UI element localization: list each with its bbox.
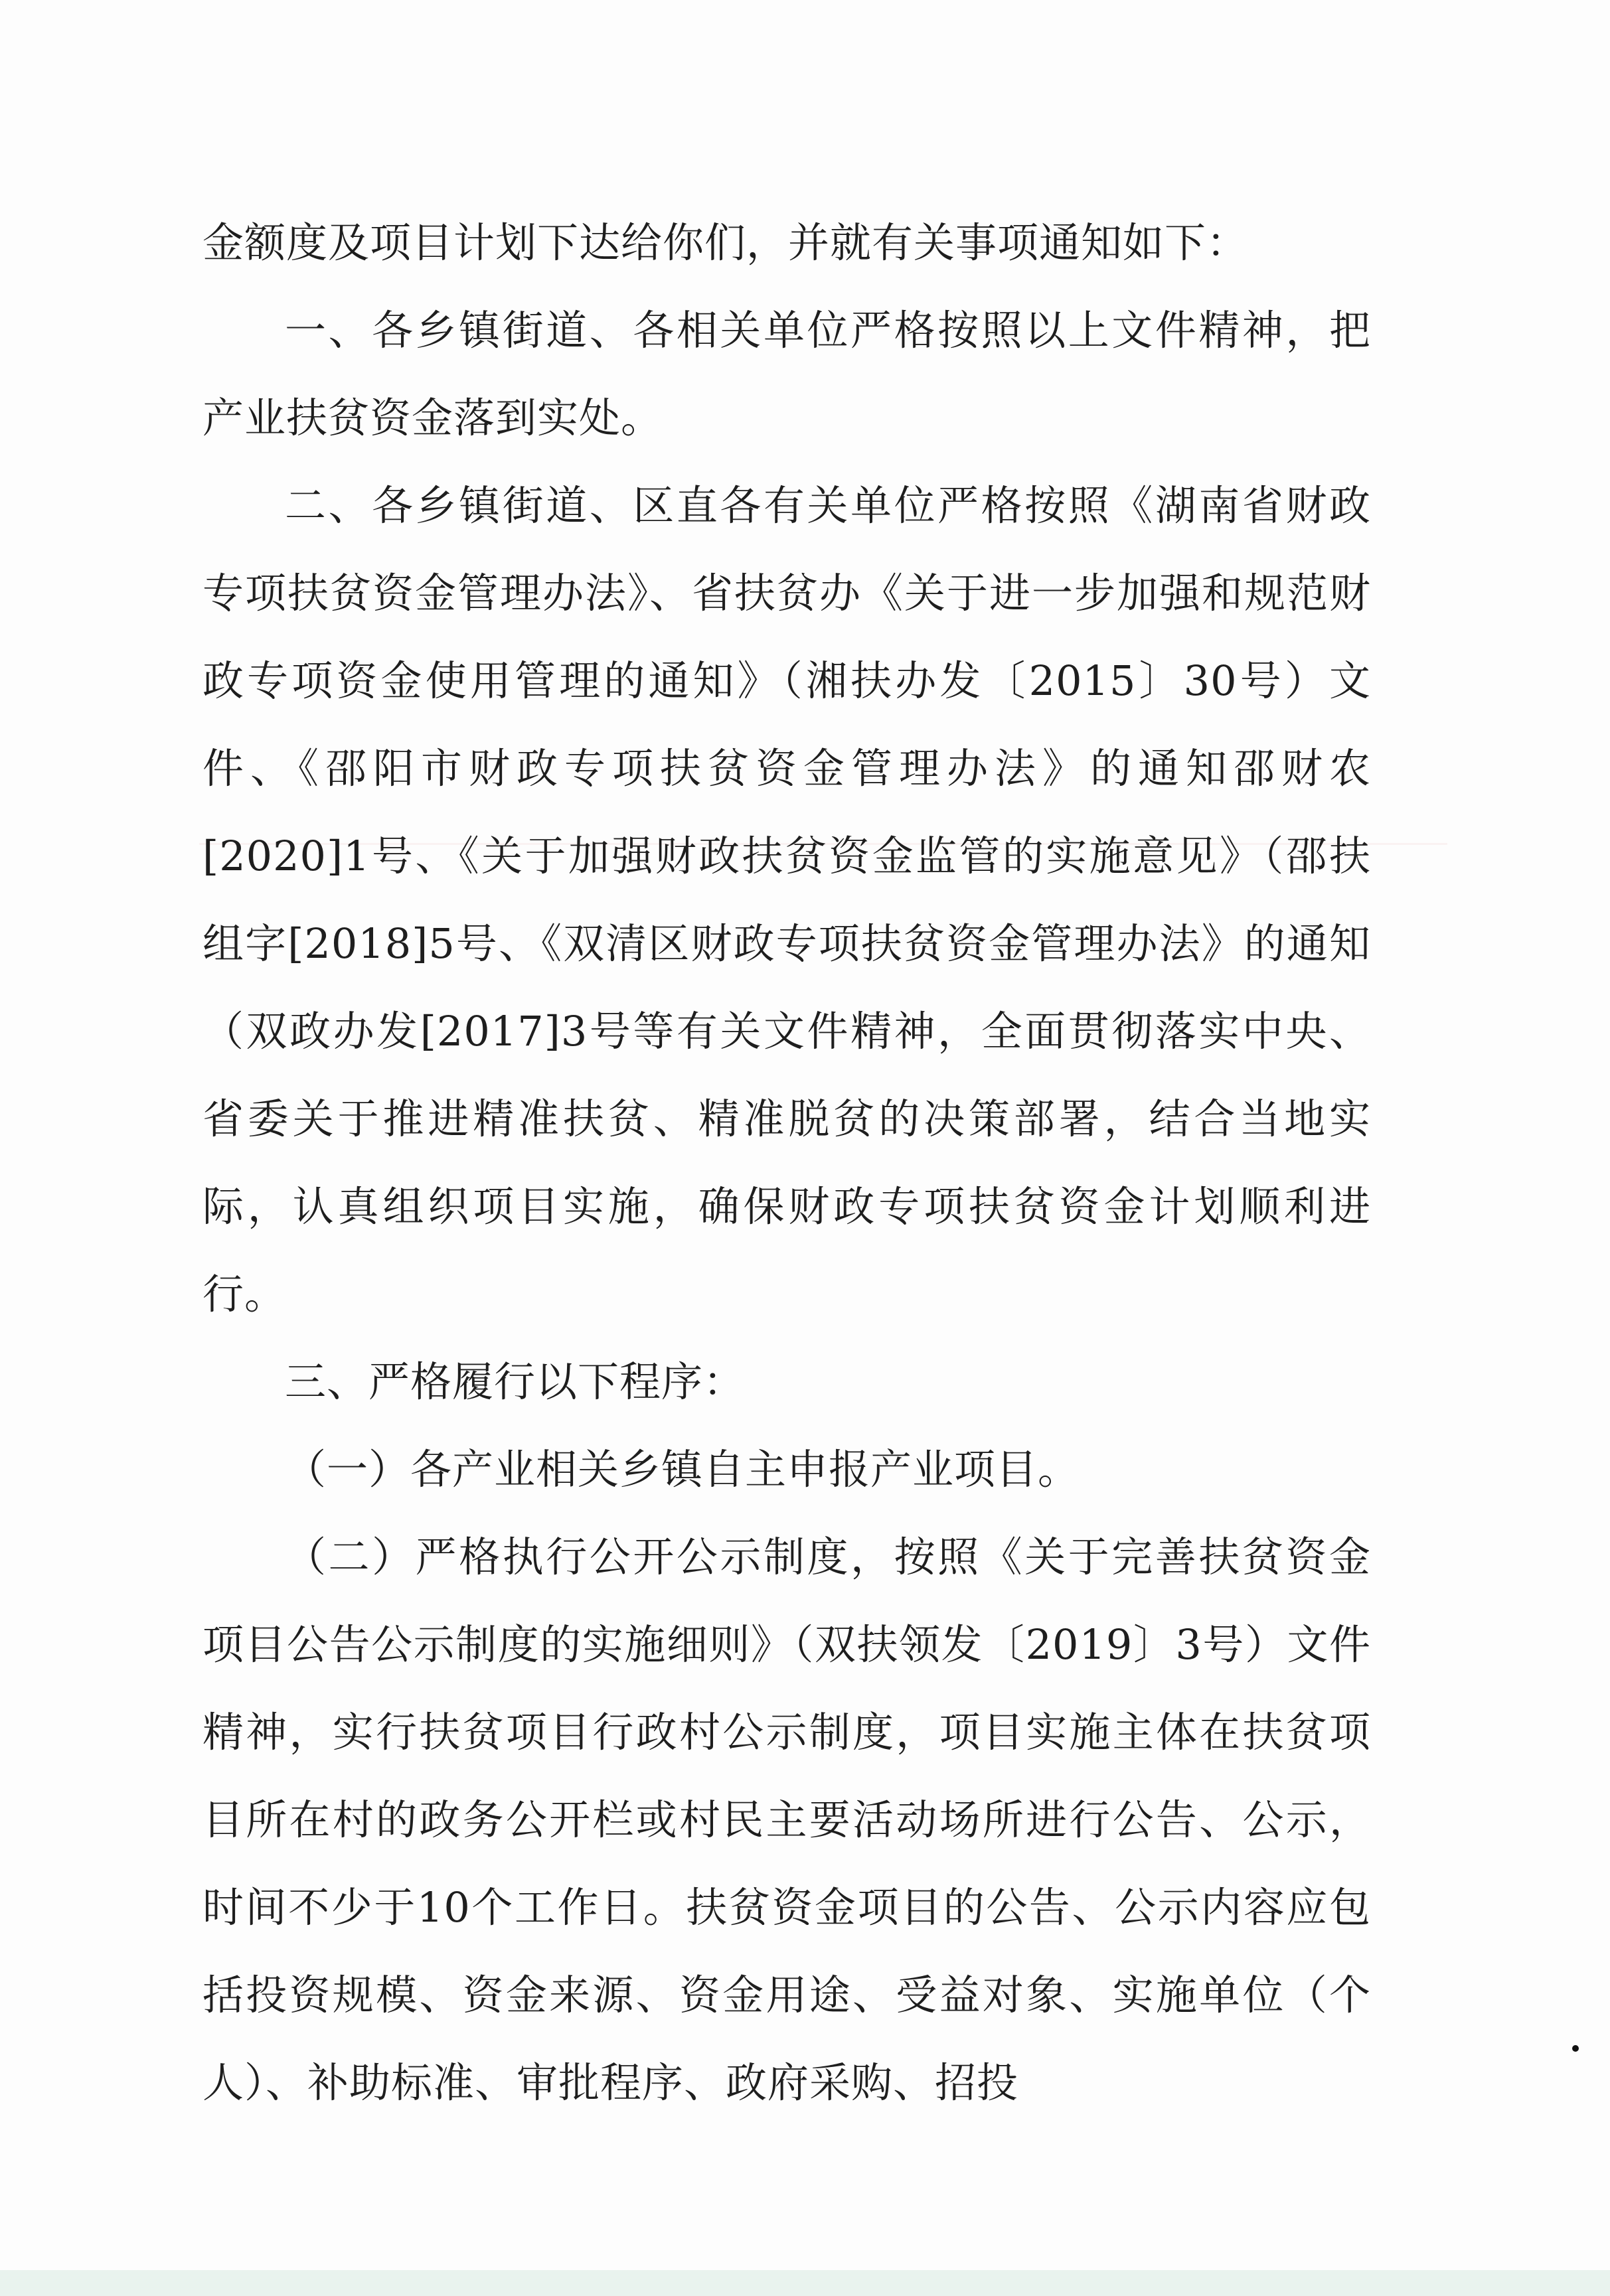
paragraph-continuation: 金额度及项目计划下达给你们，并就有关事项通知如下： (202, 218, 1249, 267)
stray-mark (1572, 2045, 1579, 2052)
paragraph-item-three: 三、严格履行以下程序： (285, 1357, 746, 1406)
paragraph-sub-item-one: （一）各产业相关乡镇自主申报产业项目。 (285, 1445, 1080, 1493)
document-body (202, 199, 1371, 2127)
paragraph-sub-item-two: （二）严格执行公开公示制度，按照《关于完善扶贫资金项目公告公示制度的实施细则》（双扶领发〔2019〕3号）文件精神，实行扶贫项目行政村公示制度，项目实施主体在扶贫项目所在村的政务公开栏或村民主要活动场所进行公告、公示，时间不少于10个工作日。扶贫资金项目的公告、公示内容应包括投资规模、资金来源、资金用途、受益对象、实施单位（个人）、补助标准、审批程序、政府采购、招投 (202, 1533, 1371, 2107)
paragraph-item-one: 一、各乡镇街道、各相关单位严格按照以上文件精神，把产业扶贫资金落到实处。 (202, 306, 1371, 442)
scan-edge-stripe (0, 2270, 1610, 2296)
paragraph-item-two: 二、各乡镇街道、区直各有关单位严格按照《湖南省财政专项扶贫资金管理办法》、省扶贫办《关于进一步加强和规范财政专项资金使用管理的通知》（湘扶办发〔2015〕30号）文件、《邵阳市财政专项扶贫资金管理办法》的通知邵财农[2020]1号、《关于加强财政扶贫资金监管的实施意见》（邵扶组字[2018]5号、《双清区财政专项扶贫资金管理办法》的通知（双政办发[2017]3号等有关文件精神，全面贯彻落实中央、省委关于推进精准扶贫、精准脱贫的决策部署，结合当地实际，认真组织项目实施，确保财政专项扶贫资金计划顺利进行。 (202, 481, 1371, 1318)
